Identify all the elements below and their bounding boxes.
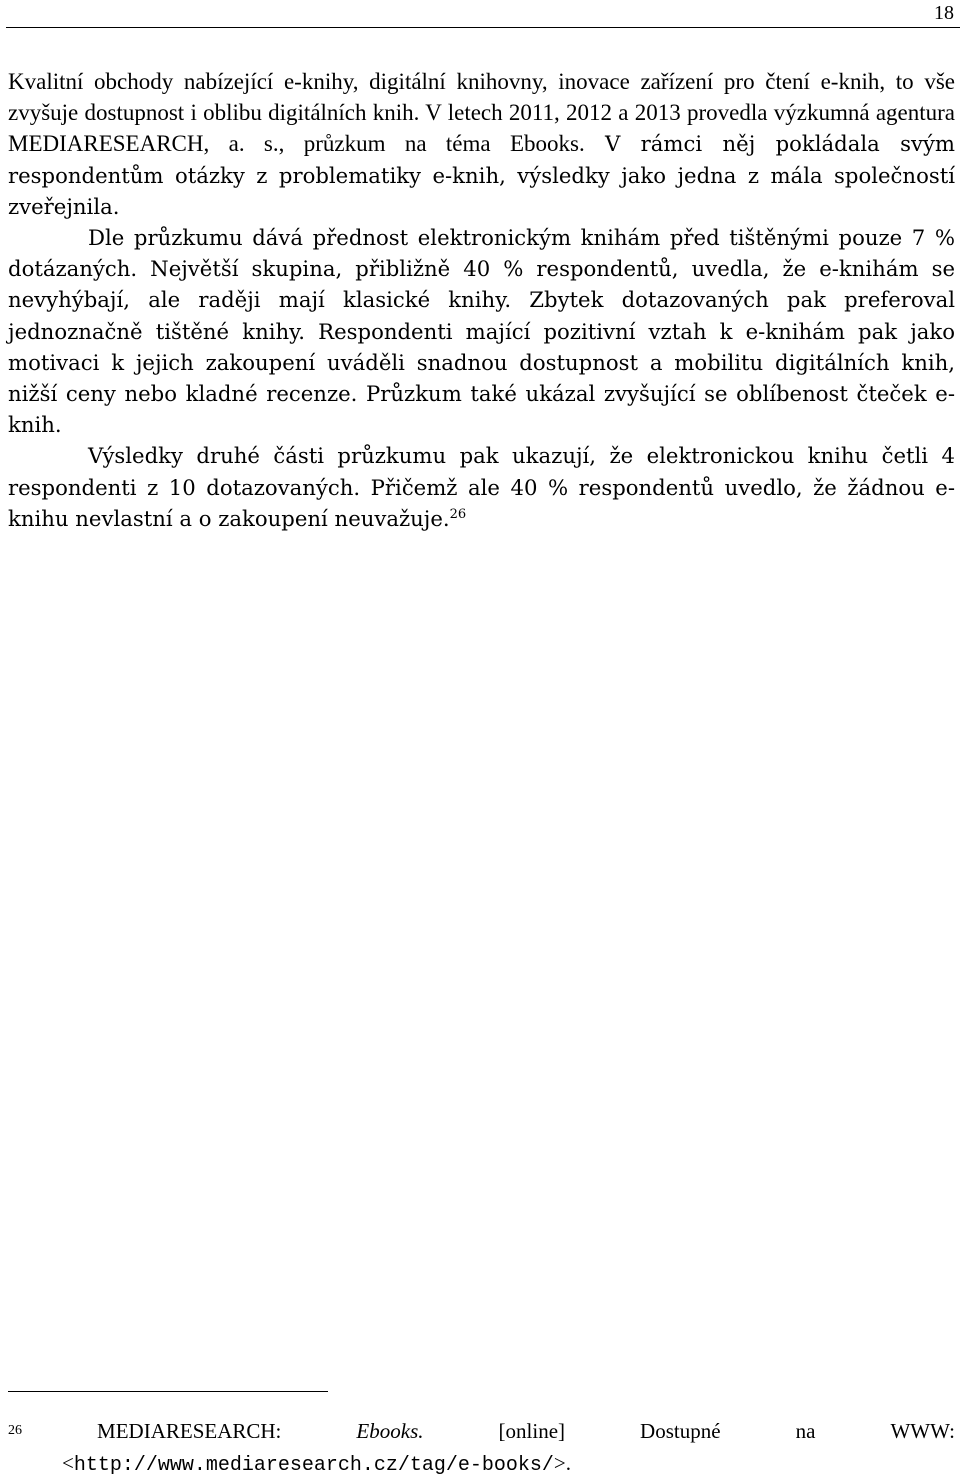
footnote-number: 26 — [8, 1423, 22, 1438]
footnote-www: WWW: — [890, 1419, 955, 1443]
footnote-line-2 — [8, 1447, 955, 1482]
paragraph-1-part-2: V rámci něj pokládala svým respondentům otázky z problematiky e-knih, výsledky jako jedna z mála společností zveřejnila. — [8, 131, 956, 219]
header-rule — [6, 27, 960, 28]
footnote-url[interactable]: http://www.mediaresearch.cz/tag/e-books/ — [73, 1454, 554, 1477]
footnote-source: MEDIARESEARCH: — [97, 1419, 282, 1443]
page-number: 18 — [934, 2, 954, 24]
footnote-title: Ebooks. — [356, 1419, 424, 1443]
footnote-rule — [8, 1391, 328, 1392]
footnote-url-open: < — [62, 1451, 74, 1475]
footnote-online: [online] — [498, 1419, 566, 1443]
footnote-reference: 26 — [449, 506, 467, 522]
paragraph-3-text: Výsledky druhé části průzkumu pak ukazují, že elektronickou knihu četli 4 respondenti z 10 dotazovaných. Přičemž ale 40 % respondentů uvedlo, že žádnou e-knihu nevlastní a o zakoupení neuvažuje. — [8, 443, 955, 531]
paragraph-3 — [8, 440, 955, 534]
footnote-available: Dostupné — [640, 1419, 721, 1443]
footnote — [8, 1415, 955, 1482]
footnote-on: na — [795, 1419, 816, 1443]
paragraph-1 — [8, 66, 955, 222]
body-text — [8, 66, 955, 534]
paragraph-2: Dle průzkumu dává přednost elektronickým knihám před tištěnými pouze 7 % dotázaných. Největší skupina, přibližně 40 % respondentů, uvedla, že e-knihám se nevyhýbají, ale raději mají klasické knihy. Zbytek dotazovaných pak preferoval jednoznačně tištěné knihy. Respondenti mající pozitivní vztah k e-knihám pak jako motivaci k jejich zakoupení uváděli snadnou dostupnost a mobilitu digitálních knih, nižší ceny nebo kladné recenze. Průzkum také ukázal zvyšující se oblíbenost čteček e-knih. — [8, 225, 955, 438]
footnote-line-1 — [8, 1415, 955, 1447]
footnote-url-close: >. — [553, 1451, 572, 1475]
paragraph-1-part-1: Kvalitní obchody nabízející e-knihy, digitální knihovny, inovace zařízení pro čtení e-knih, to vše zvyšuje dostupnost i oblibu digitálních knih. V letech 2011, 2012 a 2013 provedla výzkumná agentura MEDIARESEARCH, a. s., průzkum na téma Ebooks. — [8, 69, 955, 157]
